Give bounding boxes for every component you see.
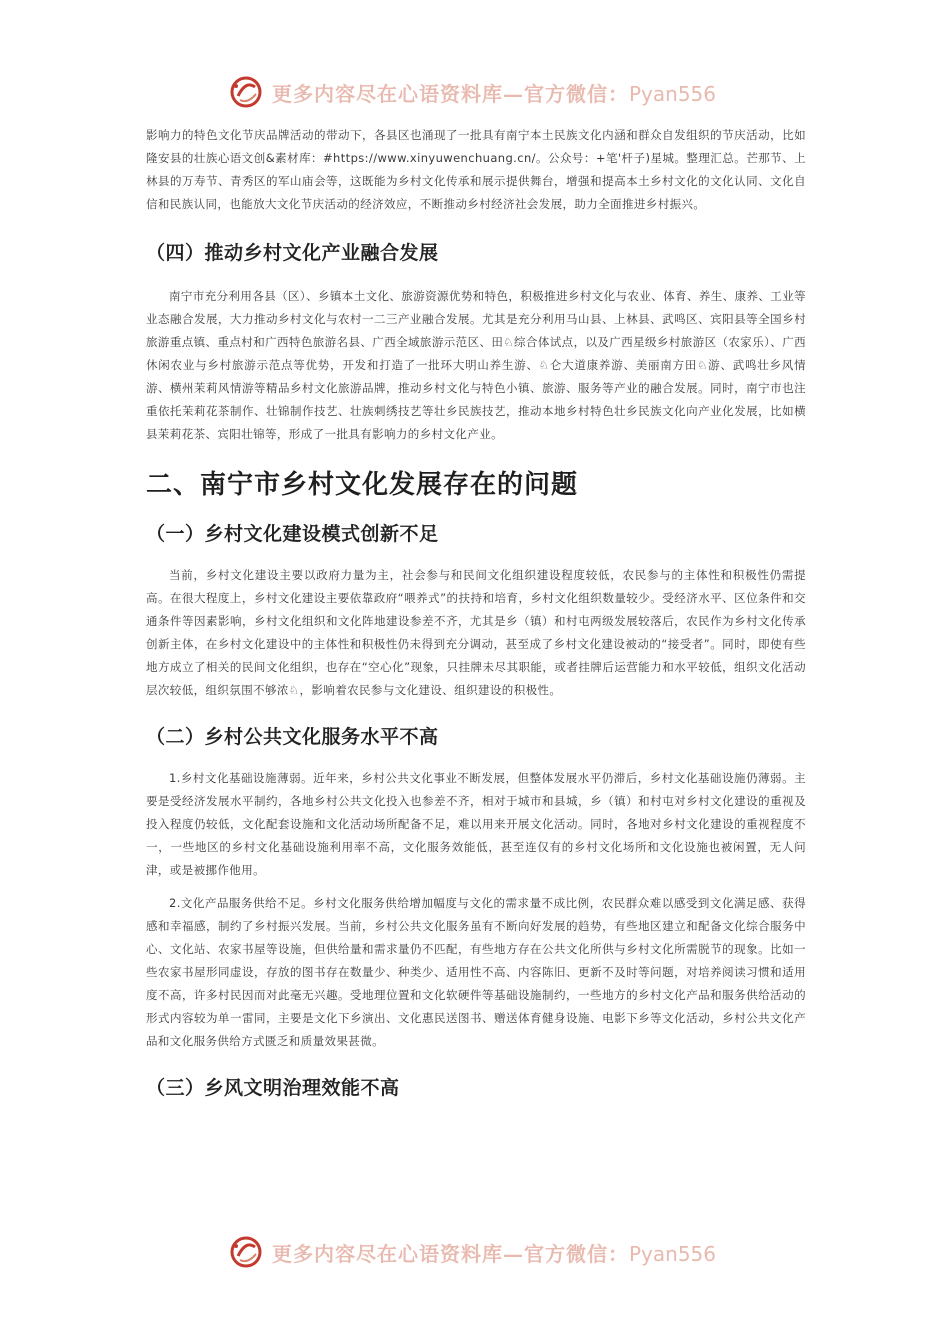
banner-wechat-id: Pyan556 <box>629 81 717 106</box>
banner-text <box>272 78 716 107</box>
paragraph-innovation-lacking: 当前，乡村文化建设主要以政府力量为主，社会参与和民间文化组织建设程度较低，农民参与的主体性和积极性仍需提高。在很大程度上，乡村文化建设主要依靠政府“喂养式”的扶持和培育，乡村文化组织数量较少。受经济水平、区位条件和交通条件等因素影响，乡村文化组织和文化阵地建设参差不齐，尤其是乡（镇）和村屯两级发展较落后，农民作为乡村文化传承创新主体，在乡村文化建设中的主体性和积极性仍未得到充分调动，甚至成了乡村文化建设被动的“接受者”。同时，即使有些地方成立了相关的民间文化组织，也存在“空心化”现象，只挂牌未尽其职能，或者挂牌后运营能力和水平较低，组织文化活动层次较低，组织氛围不够浓♘，影响着农民参与文化建设、组织建设的积极性。 <box>146 568 806 697</box>
brand-logo-icon <box>228 1234 264 1270</box>
banner-slogan: 更多内容尽在心语资料库—官方微信： <box>272 81 629 106</box>
banner-text <box>272 1238 716 1267</box>
paragraph-infrastructure-weak: 1.乡村文化基础设施薄弱。近年来，乡村公共文化事业不断发展，但整体发展水平仍滞后，乡村文化基础设施仍薄弱。主要是受经济发展水平制约，各地乡村公共文化投入也参差不齐，相对于城市和县城，乡（镇）和村屯对乡村文化建设的重视及投入程度仍较低，文化配套设施和文化活动场所配备不足，难以用来开展文化活动。同时，各地对乡村文化建设的重视程度不一，一些地区的乡村文化基础设施利用率不高，文化服务效能低，甚至连仅有的乡村文化场所和文化设施也被闲置，无人问津，或是被挪作他用。 <box>146 771 806 877</box>
paragraph-festival-continuation: 影响力的特色文化节庆品牌活动的带动下，各县区也涌现了一批具有南宁本土民族文化内涵和群众自发组织的节庆活动，比如隆安县的壮族心语文创&素材库：#https://www.xinyuwenchuang.cn/。公众号：+笔'杆子)星城。整理汇总。芒那节、上林县的万寿节、青秀区的军山庙会等，这既能为乡村文化传承和展示提供舞台，增强和提高本土乡村文化的文化认同、文化自信和民族认同，也能放大文化节庆活动的经济效应，不断推动乡村经济社会发展，助力全面推进乡村振兴。 <box>146 128 806 211</box>
paragraph-supply-insufficient: 2.文化产品服务供给不足。乡村文化服务供给增加幅度与文化的需求量不成比例，农民群众难以感受到文化满足感、获得感和幸福感，制约了乡村振兴发展。当前，乡村公共文化服务虽有不断向好发展的趋势，有些地区建立和配备文化综合服务中心、文化站、农家书屋等设施，但供给量和需求量仍不匹配，有些地方存在公共文化所供与乡村文化所需脱节的现象。比如一些农家书屋形同虚设，存放的图书存在数量少、种类少、适用性不高、内容陈旧、更新不及时等问题，对培养阅读习惯和适用度不高，许多村民因而对此毫无兴趣。受地理位置和文化软硬件等基础设施制约，一些地方的乡村文化产品和服务供给活动的形式内容较为单一雷同，主要是文化下乡演出、文化惠民送图书、赠送体育健身设施、电影下乡等文化活动，乡村公共文化产品和文化服务供给方式匮乏和质量效果甚微。 <box>146 896 806 1048</box>
paragraph-industry-integration: 南宁市充分利用各县（区）、乡镇本土文化、旅游资源优势和特色，积极推进乡村文化与农业、体育、养生、康养、工业等业态融合发展，大力推动乡村文化与农村一二三产业融合发展。尤其是充分利用马山县、上林县、武鸣区、宾阳县等全国乡村旅游重点镇、重点村和广西特色旅游名县、广西全域旅游示范区、田♘综合体试点，以及广西星级乡村旅游区（农家乐）、广西休闲农业与乡村旅游示范点等优势，开发和打造了一批环大明山养生游、♘仑大道康养游、美丽南方田♘游、武鸣壮乡风情游、横州茉莉风情游等精品乡村文化旅游品牌，推动乡村文化与特色小镇、旅游、服务等产业的融合发展。同时，南宁市也注重依托茉莉花茶制作、壮锦制作技艺、壮族刺绣技艺等壮乡民族技艺，推动本地乡村特色壮乡民族文化向产业化发展，比如横县茉莉花茶、宾阳壮锦等，形成了一批具有影响力的乡村文化产业。 <box>146 289 806 441</box>
heading-civility-governance: （三）乡风文明治理效能不高 <box>146 1077 400 1099</box>
footer-banner <box>228 1232 748 1272</box>
brand-logo-icon <box>228 74 264 110</box>
document-body <box>146 124 806 1100</box>
heading-innovation-lacking: （一）乡村文化建设模式创新不足 <box>146 523 439 545</box>
banner-slogan: 更多内容尽在心语资料库—官方微信： <box>272 1241 629 1266</box>
heading-public-service: （二）乡村公共文化服务水平不高 <box>146 726 439 748</box>
header-banner <box>228 72 748 112</box>
heading-industry-integration: （四）推动乡村文化产业融合发展 <box>146 242 439 264</box>
banner-wechat-id: Pyan556 <box>629 1241 717 1266</box>
heading-problems: 二、南宁市乡村文化发展存在的问题 <box>146 470 579 500</box>
